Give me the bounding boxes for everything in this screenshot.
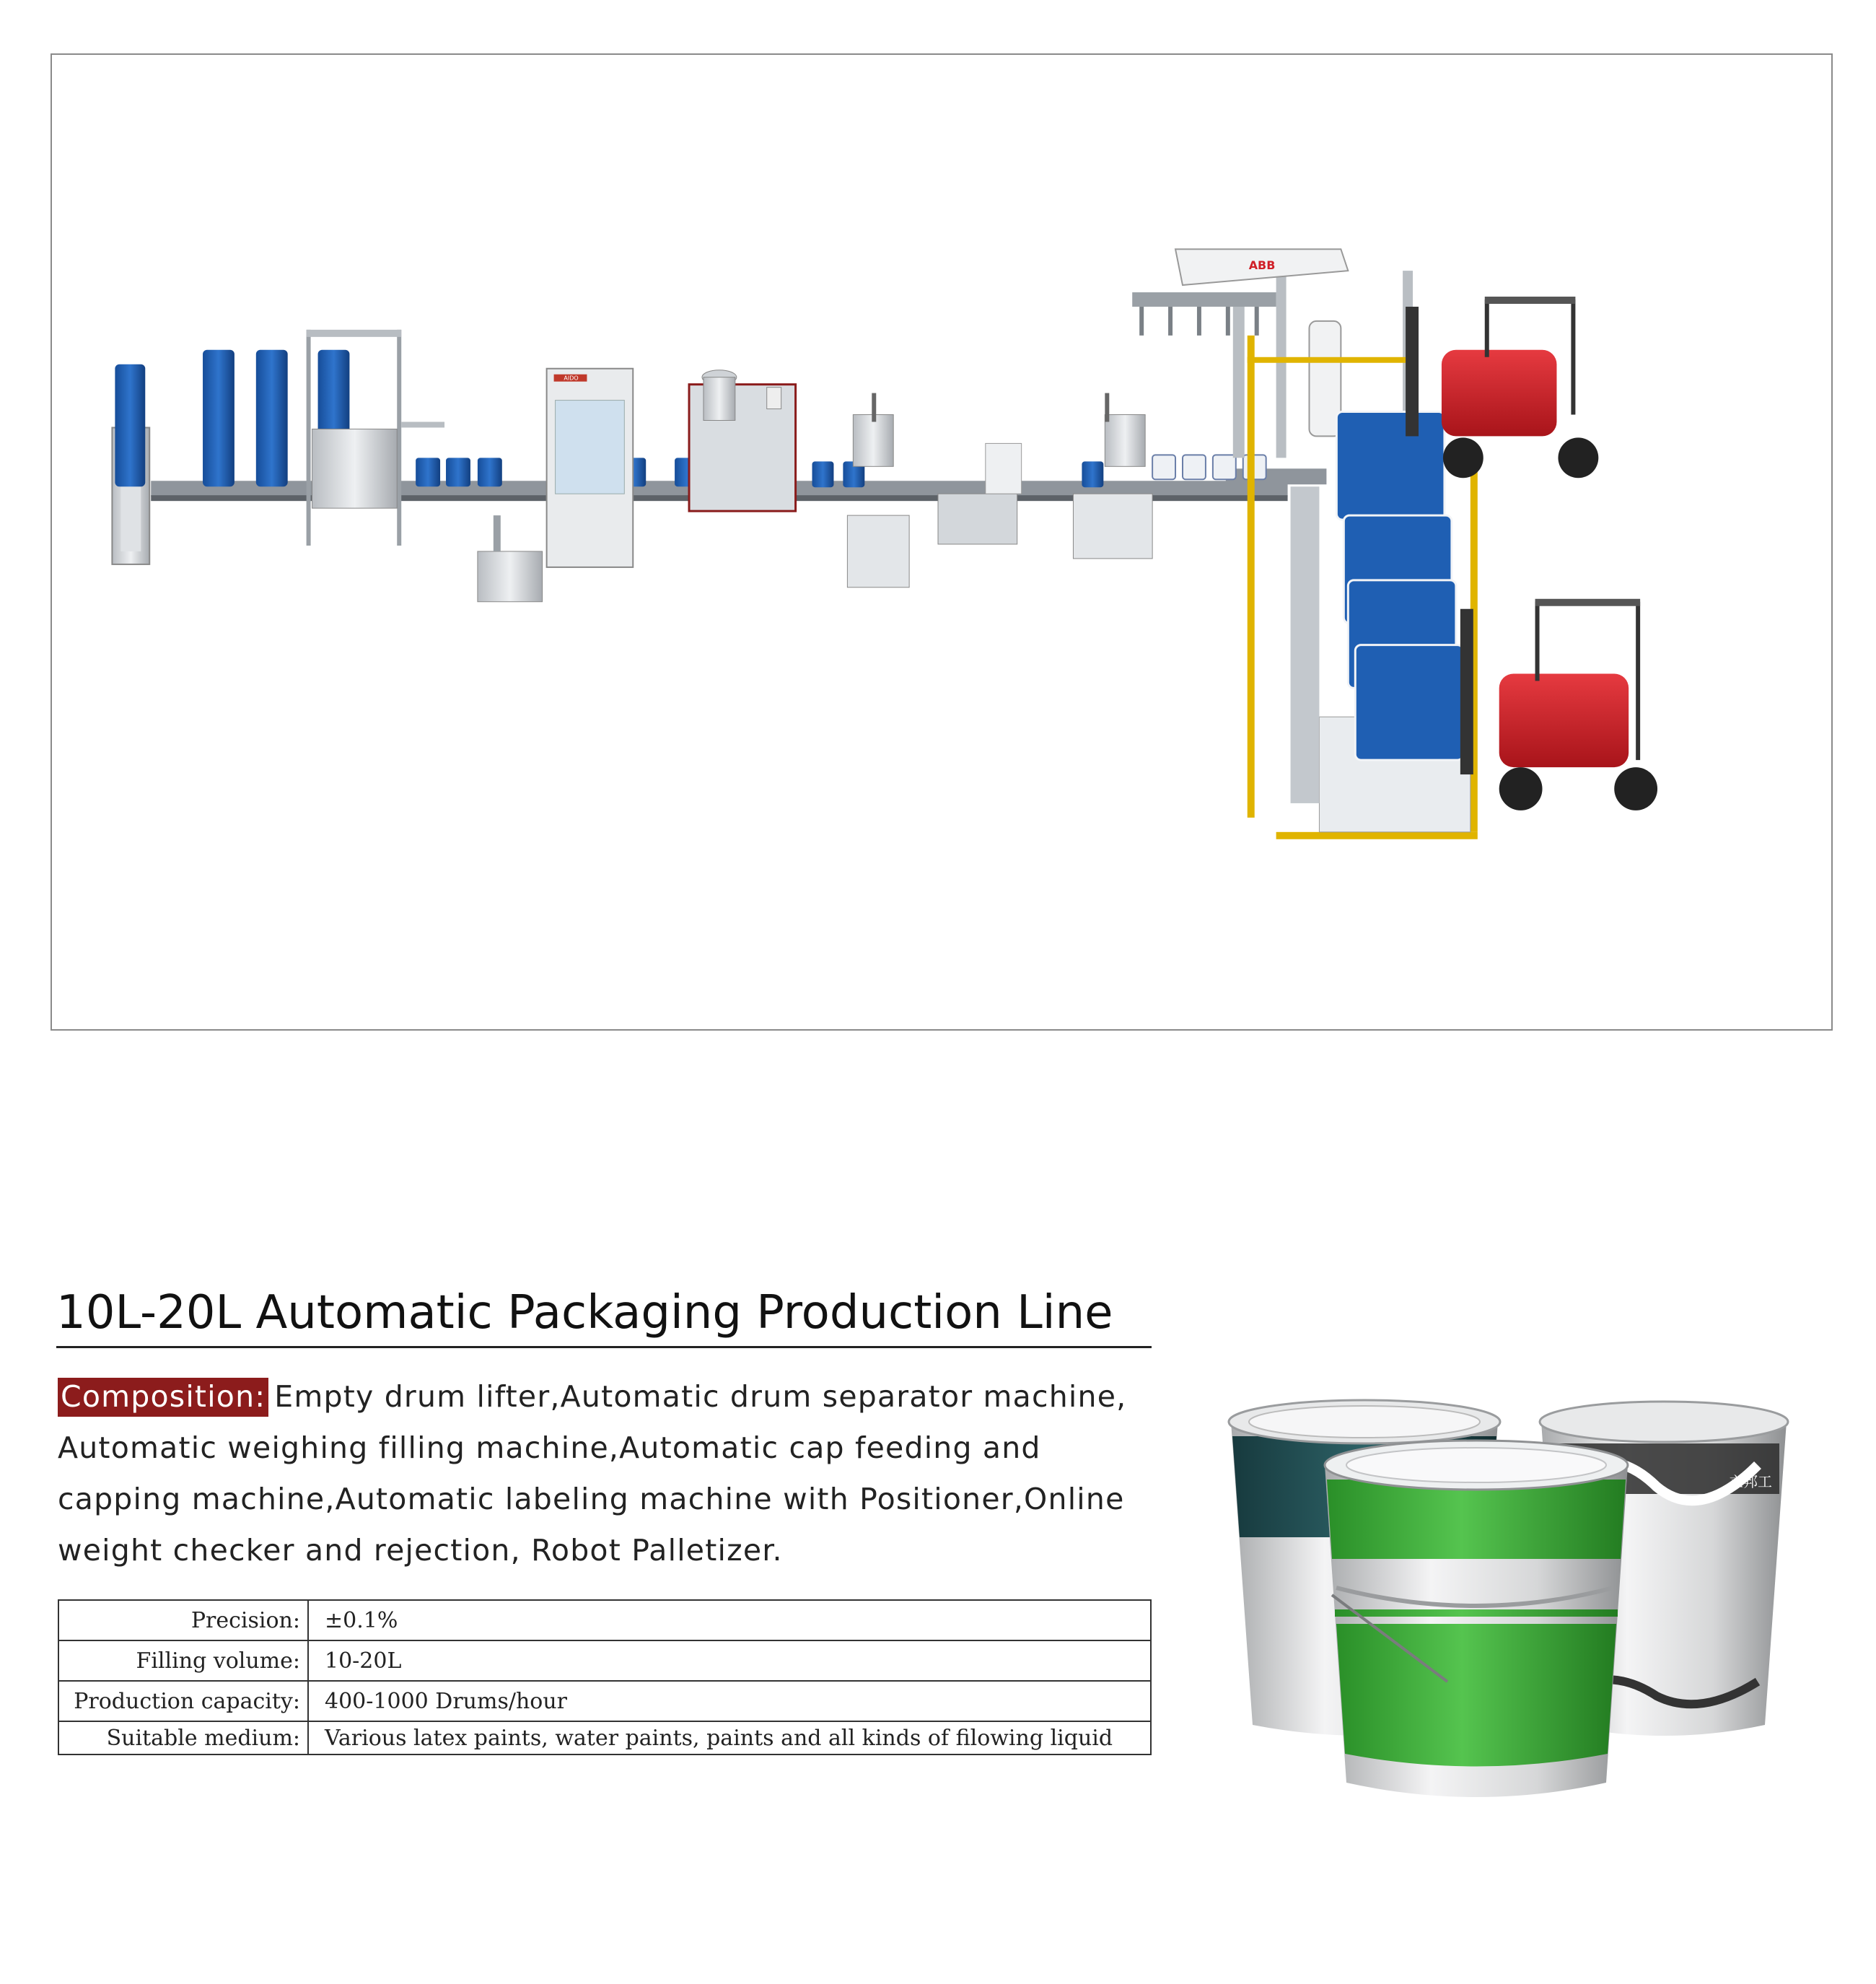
spec-name-cell bbox=[58, 1681, 308, 1721]
production-line-illustration bbox=[51, 53, 1833, 1031]
spec-name: Suitable medium: bbox=[106, 1725, 300, 1751]
spec-name: Production capacity: bbox=[74, 1688, 300, 1714]
labeling-machine bbox=[938, 443, 1022, 544]
table-row bbox=[58, 1681, 1151, 1721]
table-row bbox=[58, 1600, 1151, 1640]
spec-name: Filling volume: bbox=[136, 1648, 300, 1674]
paint-buckets-image bbox=[1209, 1378, 1830, 1826]
spec-value: 10-20L bbox=[325, 1648, 402, 1674]
spec-value-cell bbox=[308, 1721, 1151, 1754]
page-title: 10L-20L Automatic Packaging Production Line bbox=[56, 1286, 1113, 1340]
title-underline bbox=[56, 1346, 1152, 1348]
svg-text:ABB: ABB bbox=[1248, 258, 1276, 273]
spec-name-cell bbox=[58, 1721, 308, 1754]
spec-value-cell bbox=[308, 1681, 1151, 1721]
svg-text:AIDO: AIDO bbox=[564, 375, 579, 382]
spec-name-cell bbox=[58, 1640, 308, 1681]
spec-value: ±0.1% bbox=[325, 1607, 398, 1633]
specs-table bbox=[58, 1599, 1152, 1755]
table-row bbox=[58, 1721, 1151, 1754]
bucket-green-front bbox=[1325, 1441, 1628, 1797]
composition-label: Composition: bbox=[58, 1378, 268, 1417]
forklift-lower bbox=[1460, 599, 1657, 810]
spec-value-cell bbox=[308, 1600, 1151, 1640]
spec-value-cell bbox=[308, 1640, 1151, 1681]
spec-name: Precision: bbox=[190, 1607, 300, 1633]
spec-name-cell bbox=[58, 1600, 308, 1640]
svg-text:立邦工: 立邦工 bbox=[1729, 1473, 1772, 1490]
spec-value: Various latex paints, water paints, paints and all kinds of filowing liquid bbox=[325, 1725, 1113, 1751]
spec-value: 400-1000 Drums/hour bbox=[325, 1688, 567, 1714]
table-row bbox=[58, 1640, 1151, 1681]
pump-unit bbox=[478, 515, 543, 602]
weighing-filling-machine-1 bbox=[547, 369, 634, 567]
composition-text: Empty drum lifter,Automatic drum separator machine, Automatic weighing filling machine,Automatic cap feeding and capping machine,Automatic labeling machine with Positioner,Online weight checker and rejection, Robot Palletizer. bbox=[58, 1379, 1127, 1568]
composition-paragraph bbox=[58, 1371, 1169, 1576]
weighing-filling-machine-2 bbox=[689, 370, 796, 511]
